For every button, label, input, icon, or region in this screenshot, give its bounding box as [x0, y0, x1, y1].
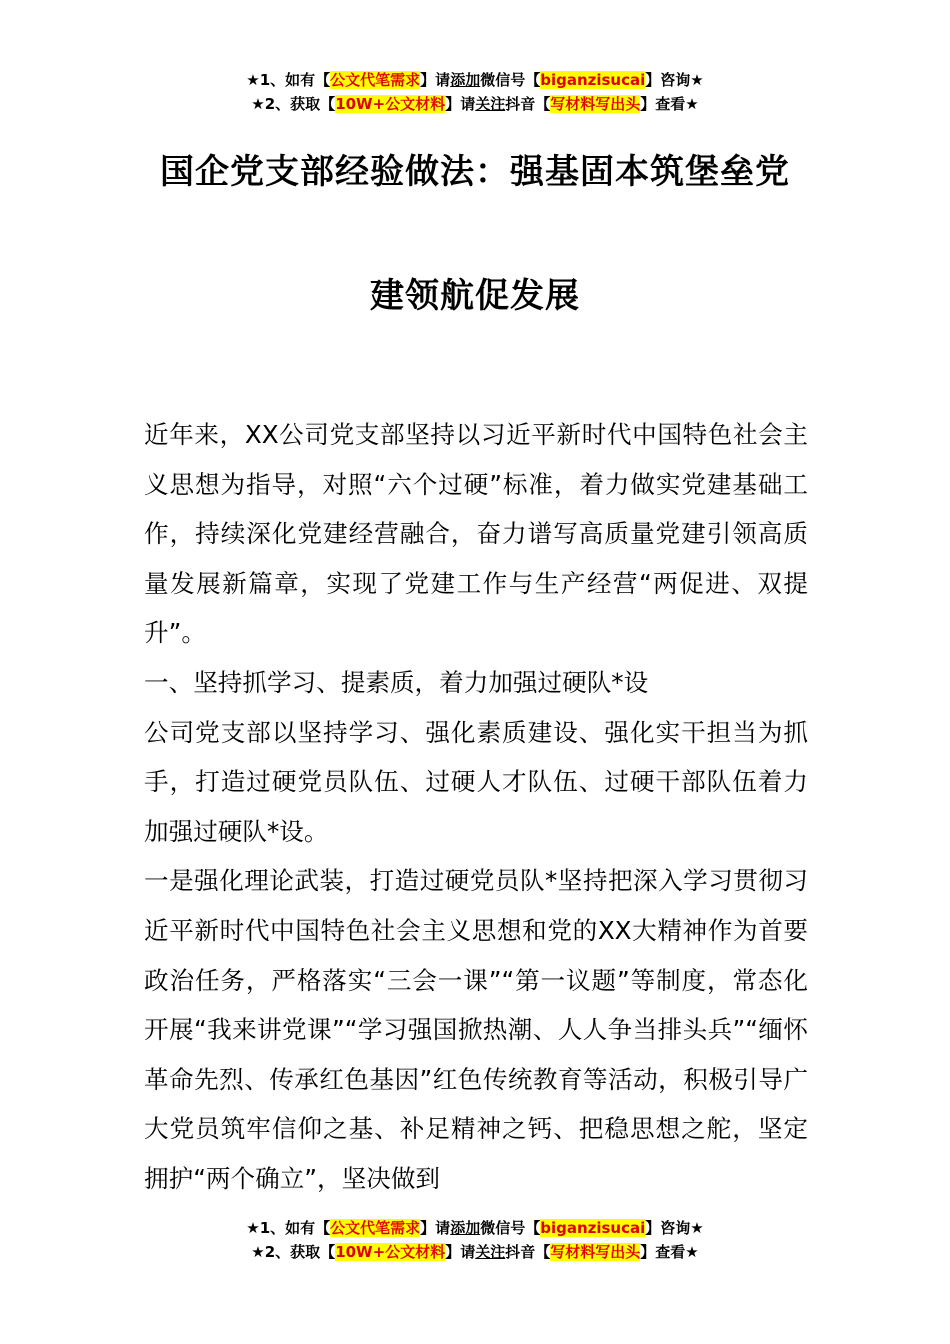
promo-underlined-text: 关注 [475, 1243, 506, 1261]
document-title-line-2: 建领航促发展 [370, 276, 580, 316]
promo-text: 】请 [445, 1243, 476, 1261]
promo-text: 微信号【 [480, 71, 541, 89]
promo-text: 抖音【 [505, 1243, 551, 1261]
promo-underlined-text: 添加 [450, 1219, 481, 1237]
promo-underlined-text: 关注 [475, 95, 506, 113]
promo-highlight-service: 公文代笔需求 [330, 71, 421, 89]
promo-text: 抖音【 [505, 95, 551, 113]
paragraph-section-1-summary: 公司党支部以坚持学习、强化素质建设、强化实干担当为抓手，打造过硬党员队伍、过硬人才队伍、过硬干部队伍着力加强过硬队*设。 [144, 717, 808, 846]
promo-text: ★1、如有【 [246, 1219, 331, 1237]
promo-highlight-douyin-account: 写材料写出头 [550, 1243, 641, 1261]
promo-text: ★2、获取【 [251, 95, 336, 113]
promo-text: 】咨询★ [645, 71, 704, 89]
promo-text: 】查看★ [640, 95, 699, 113]
promo-highlight-wechat-id: biganzisucai [540, 71, 646, 89]
section-heading-1: 一、坚持抓学习、提素质，着力加强过硬队*设 [144, 667, 649, 697]
promo-line-2 [0, 1240, 950, 1264]
document-body [144, 410, 808, 1204]
promo-underlined-text: 添加 [450, 71, 481, 89]
promo-line-1 [0, 1216, 950, 1240]
promo-text: 】请 [420, 1219, 451, 1237]
paragraph-intro: 近年来，XX公司党支部坚持以习近平新时代中国特色社会主义思想为指导，对照“六个过硬”标准，着力做实党建基础工作，持续深化党建经营融合，奋力谱写高质量党建引领高质量发展新篇章，实现了党建工作与生产经营“两促进、双提升”。 [144, 420, 808, 648]
promo-highlight-service: 公文代笔需求 [330, 1219, 421, 1237]
paragraph-point-1: 一是强化理论武装，打造过硬党员队*坚持把深入学习贯彻习近平新时代中国特色社会主义思想和党的XX大精神作为首要政治任务，严格落实“三会一课”“第一议题”等制度，常态化开展“我来讲党课”“学习强国掀热潮、人人争当排头兵”“缅怀革命先烈、传承红色基因”红色传统教育等活动，积极引导广大党员筑牢信仰之基、补足精神之钙、把稳思想之舵，坚定拥护“两个确立”，坚决做到 [144, 866, 808, 1193]
promo-text: 】请 [445, 95, 476, 113]
promo-highlight-materials: 10W+公文材料 [335, 95, 446, 113]
promo-highlight-wechat-id: biganzisucai [540, 1219, 646, 1237]
promo-text: 微信号【 [480, 1219, 541, 1237]
promo-highlight-materials: 10W+公文材料 [335, 1243, 446, 1261]
header-promo-banner [0, 68, 950, 116]
footer-promo-banner [0, 1216, 950, 1264]
promo-text: ★2、获取【 [251, 1243, 336, 1261]
promo-text: 】咨询★ [645, 1219, 704, 1237]
promo-text: ★1、如有【 [246, 71, 331, 89]
promo-line-1 [0, 68, 950, 92]
promo-line-2 [0, 92, 950, 116]
promo-text: 】请 [420, 71, 451, 89]
document-title-line-1: 国企党支部经验做法：强基固本筑堡垒党 [160, 152, 790, 192]
promo-text: 】查看★ [640, 1243, 699, 1261]
promo-highlight-douyin-account: 写材料写出头 [550, 95, 641, 113]
